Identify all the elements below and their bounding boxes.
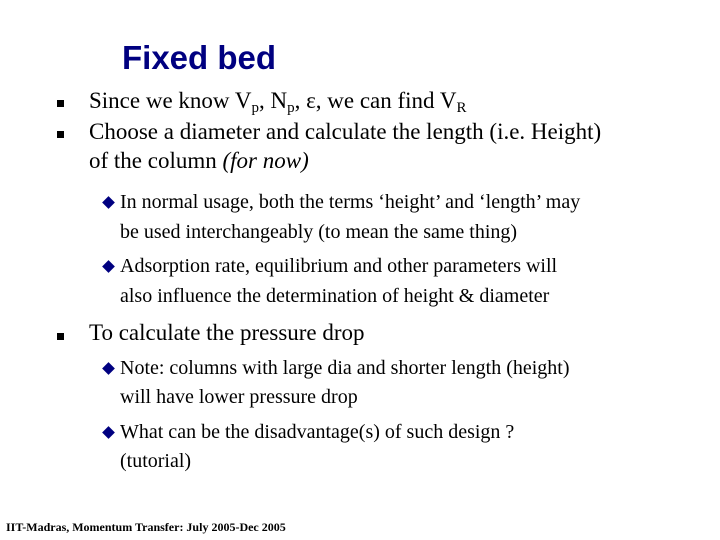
subscript: p [287,100,295,116]
bullet-text: , N [258,88,288,113]
bullet-square-icon [57,131,64,138]
slide-title: Fixed bed [122,39,277,76]
diamond-bullet-icon [102,196,115,209]
bullet-diameter-line2 [89,146,309,175]
subbullet-adsorption-line1: Adsorption rate, equilibrium and other parameters will [120,255,558,277]
bullet-square-icon [57,333,64,340]
subbullet-usage-line1: In normal usage, both the terms ‘height’ and ‘length’ may [120,191,581,213]
bullet-pressure-drop: To calculate the pressure drop [89,320,365,345]
subbullet-question-line2: (tutorial) [120,450,192,472]
bullet-text: , ε, we can find V [294,88,457,113]
bullet-text: Since we know V [89,88,252,113]
diamond-bullet-icon [102,260,115,273]
bullet-text: of the column [89,148,223,173]
subscript: R [456,100,467,116]
diamond-bullet-icon [102,426,115,439]
diamond-bullet-icon [102,362,115,375]
subbullet-note-line2: will have lower pressure drop [120,386,358,408]
subscript: p [251,100,259,116]
subbullet-question-line1: What can be the disadvantage(s) of such design ? [120,421,515,443]
bullet-diameter-line1: Choose a diameter and calculate the length (i.e. Height) [89,119,602,144]
bullet-square-icon [57,100,64,107]
subbullet-adsorption-line2: also influence the determination of height & diameter [120,285,550,307]
bullet-italic-text: (for now) [222,148,309,173]
subbullet-note-line1: Note: columns with large dia and shorter length (height) [120,357,570,379]
subbullet-usage-line2: be used interchangeably (to mean the same thing) [120,221,518,243]
slide-footer: IIT-Madras, Momentum Transfer: July 2005-Dec 2005 [6,520,286,534]
